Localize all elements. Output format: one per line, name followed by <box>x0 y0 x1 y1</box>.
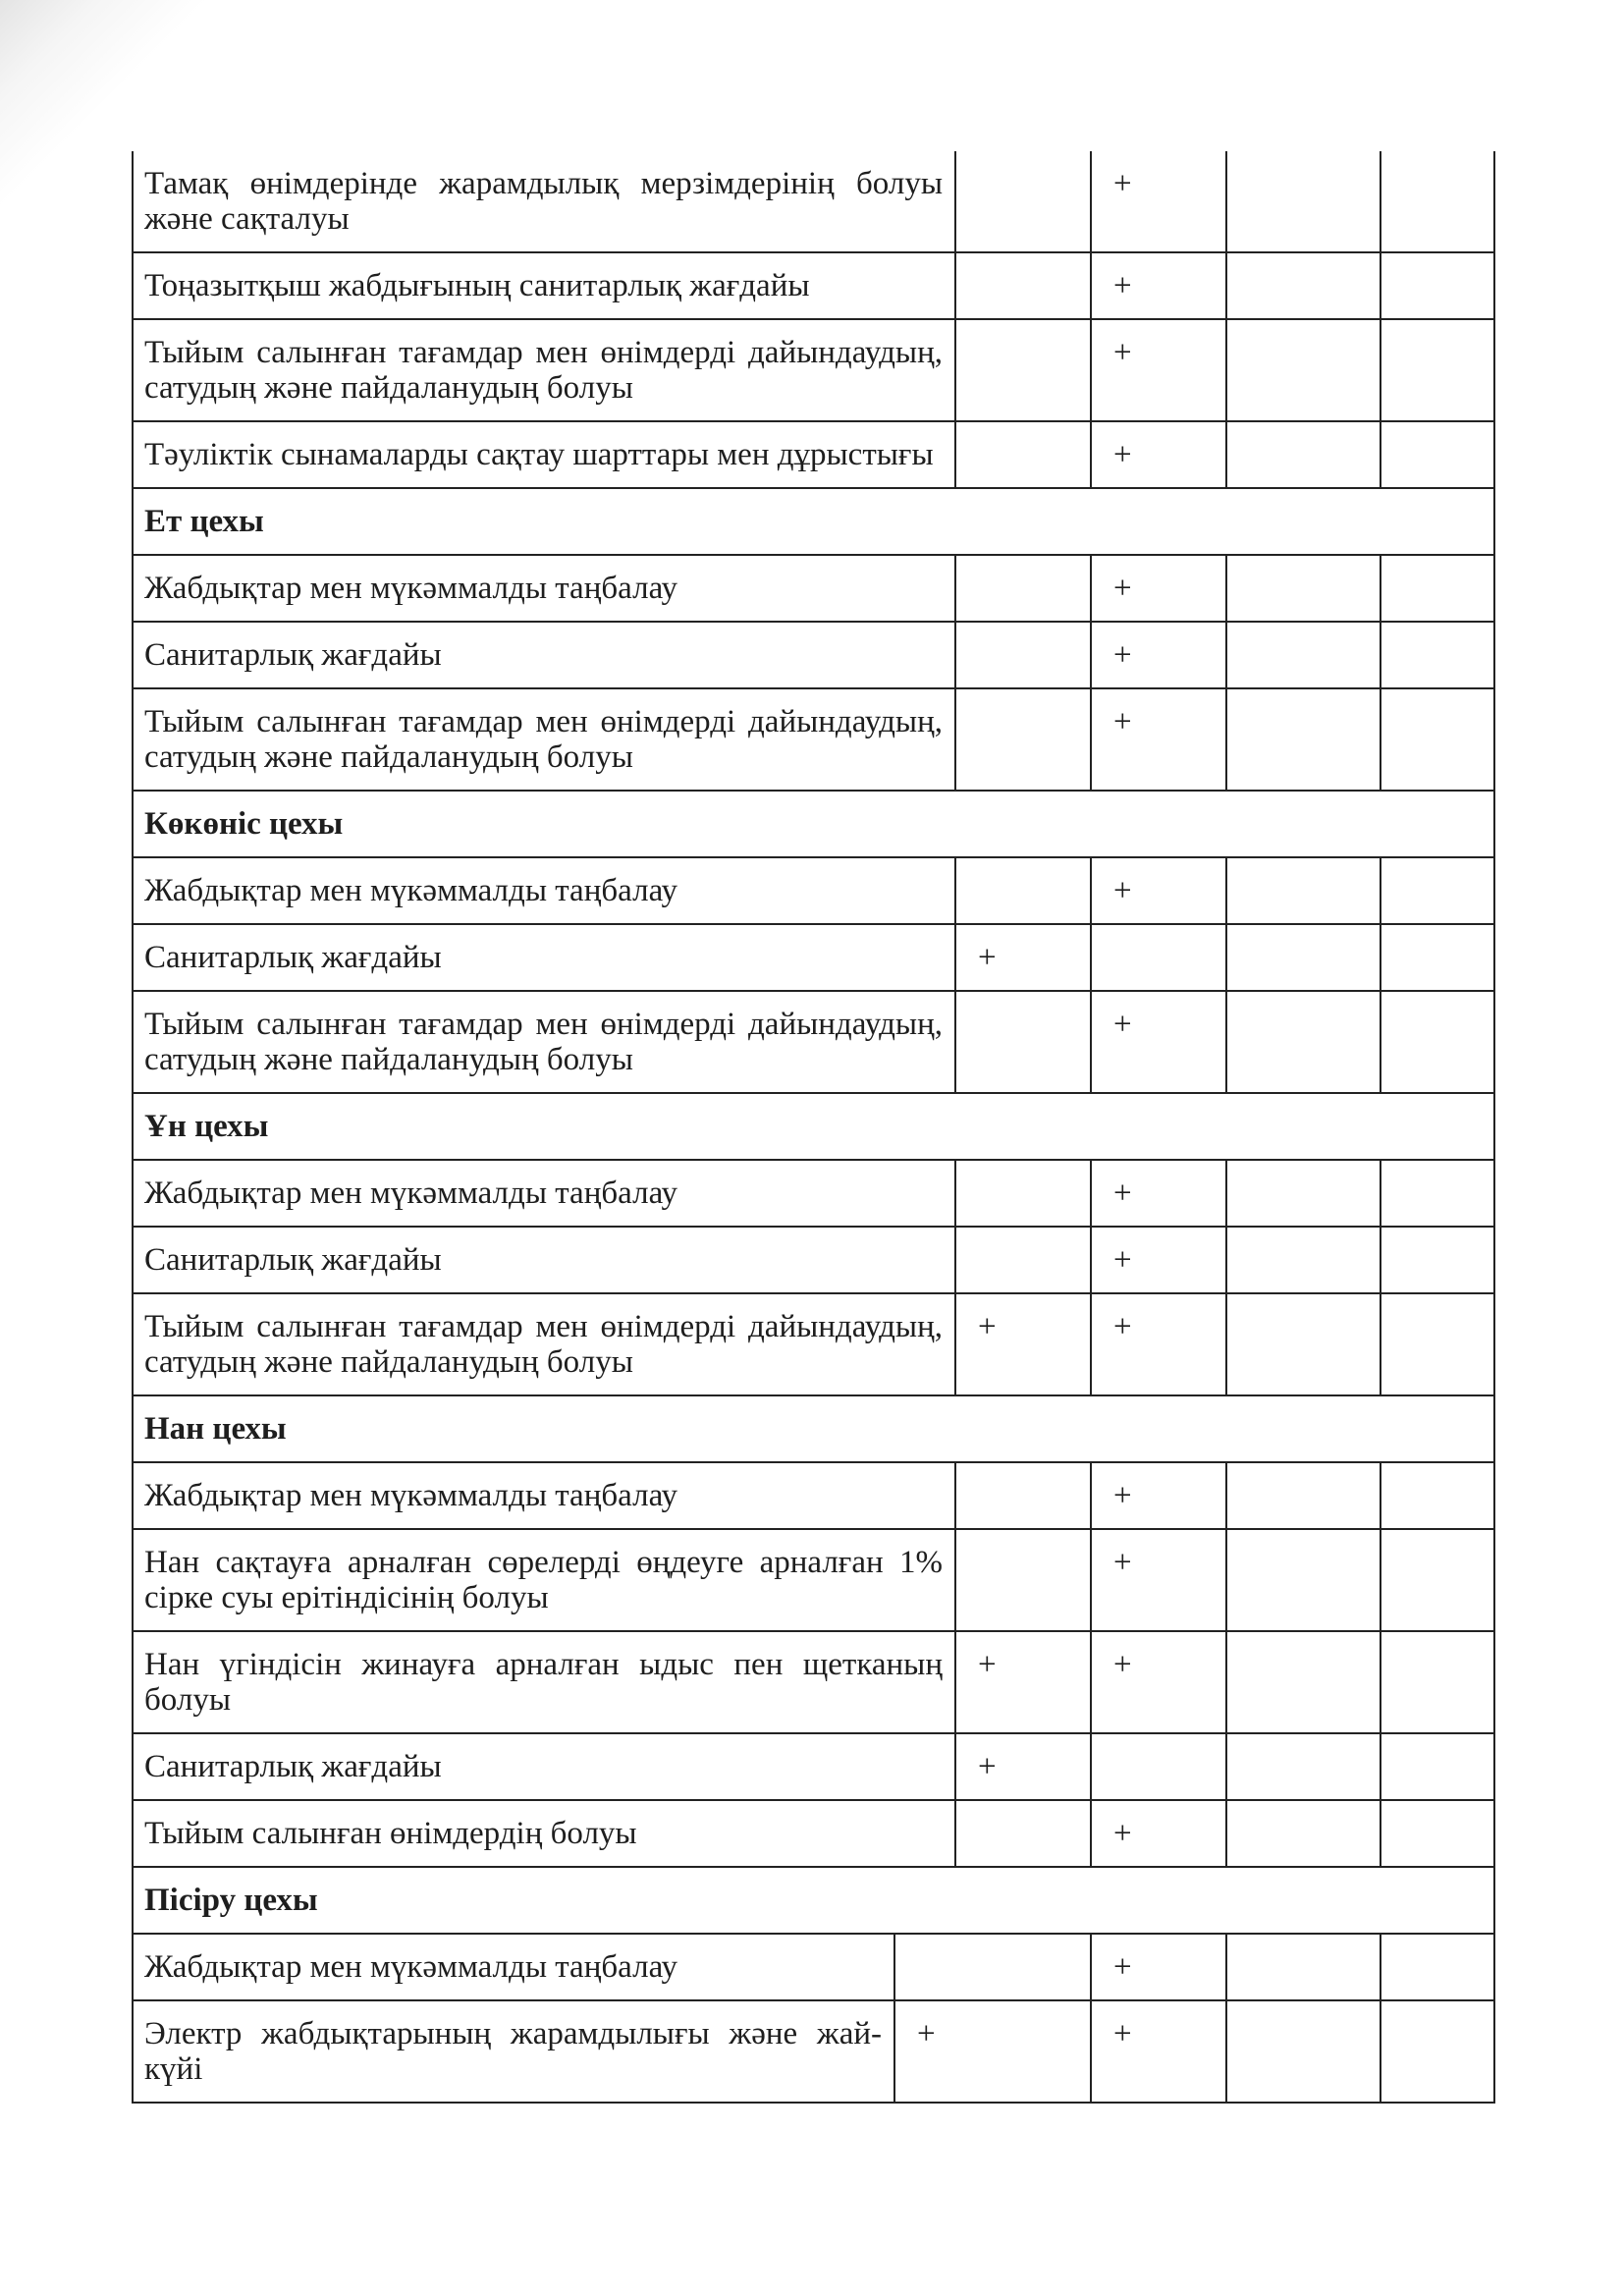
mark-cell-4 <box>1226 688 1380 791</box>
item-text: Нан үгіндісін жинауға арналған ыдыс пен щетканың болуы <box>133 1631 955 1733</box>
section-title: Көкөніс цехы <box>133 791 1494 857</box>
mark-cell-4 <box>1226 1160 1380 1227</box>
item-text: Санитарлық жағдайы <box>133 1733 955 1800</box>
section-row <box>133 488 1494 555</box>
mark-cell-3: + <box>1091 622 1226 688</box>
mark-cell-2 <box>955 688 1091 791</box>
mark-cell-2 <box>955 857 1091 924</box>
mark-cell-3: + <box>1091 252 1226 319</box>
checklist-row <box>133 1800 1494 1867</box>
mark-cell-4 <box>1226 421 1380 488</box>
mark-cell-3: + <box>1091 1160 1226 1227</box>
mark-cell-5 <box>1380 252 1494 319</box>
mark-cell-3: + <box>1091 2000 1226 2103</box>
mark-cell-2 <box>955 991 1091 1093</box>
mark-cell-2 <box>955 555 1091 622</box>
mark-cell-5 <box>1380 991 1494 1093</box>
mark-cell-3: + <box>1091 688 1226 791</box>
checklist-row <box>133 252 1494 319</box>
item-text: Тыйым салынған тағамдар мен өнімдерді дайындаудың, сатудың және пайдаланудың болуы <box>133 1293 955 1395</box>
mark-cell-2: + <box>955 924 1091 991</box>
mark-cell-4 <box>1226 2000 1380 2103</box>
mark-cell-3 <box>1091 1733 1226 1800</box>
mark-cell-2: + <box>955 1733 1091 1800</box>
mark-cell-2 <box>955 421 1091 488</box>
item-text: Санитарлық жағдайы <box>133 1227 955 1293</box>
mark-cell-3: + <box>1091 1529 1226 1631</box>
mark-cell-5 <box>1380 688 1494 791</box>
checklist-row <box>133 421 1494 488</box>
mark-cell-2: + <box>894 2000 1091 2103</box>
checklist-row <box>133 622 1494 688</box>
checklist-body <box>133 151 1494 1867</box>
item-text: Нан сақтауға арналған сөрелерді өңдеуге арналған 1% сірке суы ерітіндісінің болуы <box>133 1529 955 1631</box>
section-row <box>133 1867 1494 1934</box>
mark-cell-4 <box>1226 622 1380 688</box>
mark-cell-3: + <box>1091 319 1226 421</box>
mark-cell-4 <box>1226 1529 1380 1631</box>
mark-cell-4 <box>1226 555 1380 622</box>
checklist-tables <box>132 151 1493 2104</box>
item-text: Жабдықтар мен мүкәммалды таңбалау <box>133 857 955 924</box>
mark-cell-2 <box>955 151 1091 252</box>
checklist-row <box>133 2000 1494 2103</box>
checklist-row <box>133 1293 1494 1395</box>
item-text: Тыйым салынған тағамдар мен өнімдерді дайындаудың, сатудың және пайдаланудың болуы <box>133 319 955 421</box>
section-title: Ұн цехы <box>133 1093 1494 1160</box>
section-row <box>133 791 1494 857</box>
mark-cell-2: + <box>955 1293 1091 1395</box>
item-text: Санитарлық жағдайы <box>133 924 955 991</box>
mark-cell-2 <box>955 1227 1091 1293</box>
section-title: Ет цехы <box>133 488 1494 555</box>
mark-cell-3: + <box>1091 151 1226 252</box>
item-text: Жабдықтар мен мүкәммалды таңбалау <box>133 1160 955 1227</box>
mark-cell-4 <box>1226 991 1380 1093</box>
item-text: Тамақ өнімдерінде жарамдылық мерзімдерінің болуы және сақталуы <box>133 151 955 252</box>
checklist-row <box>133 151 1494 252</box>
mark-cell-4 <box>1226 319 1380 421</box>
mark-cell-4 <box>1226 252 1380 319</box>
mark-cell-5 <box>1380 857 1494 924</box>
mark-cell-5 <box>1380 924 1494 991</box>
mark-cell-2 <box>955 1800 1091 1867</box>
mark-cell-5 <box>1380 2000 1494 2103</box>
mark-cell-5 <box>1380 1733 1494 1800</box>
mark-cell-5 <box>1380 1529 1494 1631</box>
mark-cell-3: + <box>1091 991 1226 1093</box>
item-text: Жабдықтар мен мүкәммалды таңбалау <box>133 1462 955 1529</box>
item-text: Жабдықтар мен мүкәммалды таңбалау <box>133 1934 894 2000</box>
mark-cell-5 <box>1380 1227 1494 1293</box>
item-text: Тыйым салынған тағамдар мен өнімдерді дайындаудың, сатудың және пайдаланудың болуы <box>133 688 955 791</box>
checklist-row <box>133 1934 1494 2000</box>
mark-cell-5 <box>1380 1462 1494 1529</box>
checklist-row <box>133 1227 1494 1293</box>
mark-cell-2 <box>955 252 1091 319</box>
item-text: Электр жабдықтарының жарамдылығы және жай-күйі <box>133 2000 894 2103</box>
mark-cell-4 <box>1226 1733 1380 1800</box>
checklist-row <box>133 1462 1494 1529</box>
checklist-row <box>133 857 1494 924</box>
mark-cell-4 <box>1226 857 1380 924</box>
mark-cell-5 <box>1380 421 1494 488</box>
checklist-row <box>133 1631 1494 1733</box>
mark-cell-3: + <box>1091 555 1226 622</box>
mark-cell-5 <box>1380 151 1494 252</box>
mark-cell-2 <box>955 1462 1091 1529</box>
mark-cell-3: + <box>1091 1934 1226 2000</box>
mark-cell-5 <box>1380 622 1494 688</box>
section-title: Пісіру цехы <box>133 1867 1494 1934</box>
mark-cell-3: + <box>1091 1227 1226 1293</box>
mark-cell-4 <box>1226 1227 1380 1293</box>
section-row <box>133 1093 1494 1160</box>
checklist-body-cooking <box>133 1867 1494 2103</box>
checklist-row <box>133 991 1494 1093</box>
checklist-row <box>133 319 1494 421</box>
mark-cell-4 <box>1226 1800 1380 1867</box>
mark-cell-3: + <box>1091 1462 1226 1529</box>
mark-cell-5 <box>1380 555 1494 622</box>
mark-cell-5 <box>1380 1631 1494 1733</box>
mark-cell-2 <box>894 1934 1091 2000</box>
mark-cell-5 <box>1380 1934 1494 2000</box>
mark-cell-3: + <box>1091 1293 1226 1395</box>
checklist-row <box>133 924 1494 991</box>
mark-cell-3: + <box>1091 1631 1226 1733</box>
item-text: Тәуліктік сынамаларды сақтау шарттары мен дұрыстығы <box>133 421 955 488</box>
item-text: Тоңазытқыш жабдығының санитарлық жағдайы <box>133 252 955 319</box>
mark-cell-2 <box>955 1529 1091 1631</box>
mark-cell-4 <box>1226 1462 1380 1529</box>
mark-cell-3: + <box>1091 421 1226 488</box>
checklist-row <box>133 1529 1494 1631</box>
mark-cell-3 <box>1091 924 1226 991</box>
checklist-row <box>133 555 1494 622</box>
section-title: Нан цехы <box>133 1395 1494 1462</box>
mark-cell-2 <box>955 319 1091 421</box>
mark-cell-5 <box>1380 1160 1494 1227</box>
item-text: Тыйым салынған өнімдердің болуы <box>133 1800 955 1867</box>
checklist-row <box>133 1160 1494 1227</box>
item-text: Жабдықтар мен мүкәммалды таңбалау <box>133 555 955 622</box>
mark-cell-2: + <box>955 1631 1091 1733</box>
mark-cell-4 <box>1226 1934 1380 2000</box>
section-row <box>133 1395 1494 1462</box>
mark-cell-5 <box>1380 319 1494 421</box>
mark-cell-3: + <box>1091 857 1226 924</box>
mark-cell-2 <box>955 622 1091 688</box>
mark-cell-5 <box>1380 1293 1494 1395</box>
checklist-row <box>133 688 1494 791</box>
item-text: Санитарлық жағдайы <box>133 622 955 688</box>
mark-cell-2 <box>955 1160 1091 1227</box>
mark-cell-4 <box>1226 1631 1380 1733</box>
checklist-row <box>133 1733 1494 1800</box>
item-text: Тыйым салынған тағамдар мен өнімдерді дайындаудың, сатудың және пайдаланудың болуы <box>133 991 955 1093</box>
mark-cell-5 <box>1380 1800 1494 1867</box>
mark-cell-4 <box>1226 1293 1380 1395</box>
checklist-table <box>132 151 1495 1868</box>
mark-cell-4 <box>1226 924 1380 991</box>
checklist-table-cooking <box>132 1866 1495 2104</box>
mark-cell-4 <box>1226 151 1380 252</box>
mark-cell-3: + <box>1091 1800 1226 1867</box>
